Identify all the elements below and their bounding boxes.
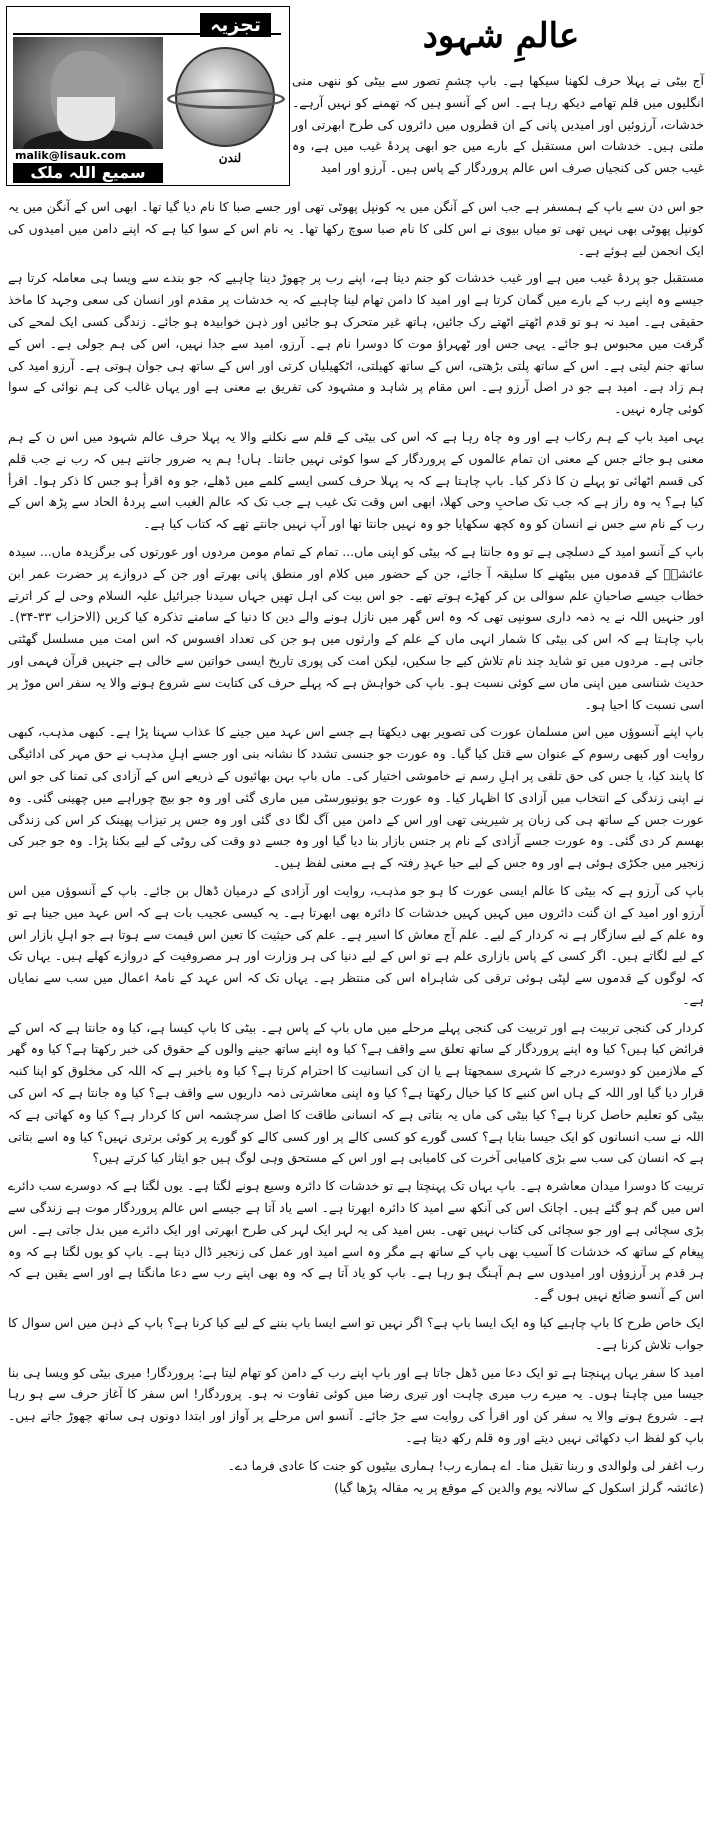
article-paragraph: کردار کی کنجی تربیت ہے اور تربیت کی کنجی پہلے مرحلے میں ماں باپ کے پاس ہے۔ بیٹی کا باپ کیسا ہے، کیا وہ جانتا ہے کہ اس کے فرائض کیا ہیں؟ کیا وہ اپنے پروردگار کے ساتھ تعلق سے واقف ہے؟ کیا وہ اپنے ساتھ جینے والوں کے حقوق کی خبر رکھتا ہے؟ کیا وہ گھر کے ملازمین کو دوسرے درجے کا شہری سمجھتا ہے یا ان کی انسانیت کا احترام کرتا ہے؟ کیا وہ باخبر ہے کہ اللہ کی مخلوق کو اپنا کنبہ قرار دیا گیا اور اللہ کے ہاں اس کنبے کا کیا خیال رکھتا ہے؟ کیا وہ اپنی معاشرتی ذمہ داریوں سے واقف ہے؟ کیا وہ جانتا ہے کہ اس کی بیٹی کو تعلیم حاصل کرنا ہے؟ کیا بیٹی کی ماں یہ بتاتی ہے کہ انسانی طاقت کا اصل سرچشمہ اس کا کردار ہے؟ کیا وہ کھاتی ہے کہ اللہ نے سب انسانوں کو ایک جیسا بنایا ہے؟ کسی گورے کو کسی کالے پر اور کسی کالے کو گورے پر کوئی برتری نہیں؟ کیا وہ اسے بتاتی ہے کہ انسان کی سب سے بڑی کامیابی آخرت کی کامیابی ہے اور اس کے مستحق وہی لوگ ہیں جو ایثار کیا کرتے ہیں؟ <box>8 1019 704 1166</box>
article-title: عالمِ شہود <box>422 16 580 56</box>
section-tag-bar <box>13 13 281 35</box>
article-body <box>8 196 704 1498</box>
author-portrait <box>13 37 163 149</box>
article-paragraph: باپ کی آرزو ہے کہ بیٹی کا عالم ایسی عورت کا ہو جو مذہب، روایت اور آزادی کے درمیان ڈھال بن جائے۔ باپ کے آنسوؤں میں اس آرزو اور امید کے ان گنت دائروں میں کہیں کہیں خدشات کا دائرہ بھی ابھرتا ہے۔ یہ کیسی عجیب بات ہے کہ اس عہد میں جینا ہے تو وہ علم کے لیے سازگار ہے نہ کردار کے لیے۔ علم آج معاش کا اسیر ہے۔ علم کی حیثیت کا تعین اس قیمت سے ہوتا ہے جو اہلِ بازار اس کے لیے لگاتے ہیں۔ اگر کسی کے پاس بازاری علم ہے تو اس کے لیے دنیا کی ہر وزارت اور ہر مصروفیت کے دروازے کھلے ہیں۔ یہاں تک کہ لوگوں کے قدموں سے لپٹی ہوئی ترقی کی شاہراہ اس کی منتظر ہے۔ یہاں تک کہ اس عہد کے نامۂ اعمال میں سب سے نمایاں ہے۔ <box>8 882 704 1007</box>
author-name: سمیع اللہ ملک <box>13 163 163 183</box>
article-paragraph: امید کا سفر یہاں پہنچتا ہے تو ایک دعا میں ڈھل جاتا ہے اور باپ اپنے رب کے دامن کو تھام لیتا ہے: پروردگار! میری بیٹی کو ویسا ہی بنا جیسا میں چاہتا ہوں۔ یہ میرے رب میری چاہت اور تیری رضا میں کوئی تفاوت نہ ہو۔ پروردگار! اس سفر کا آغاز حرف سے ہو رہا ہے۔ شروع ہونے والا یہ سفر کن اور اقرأ کی روایت سے جڑ جائے۔ آنسو اس مرحلے پر آواز اور ابتدا دونوں ہی ساتھ چھوڑ جاتے ہیں۔ باپ کو لفظ اب دکھائی نہیں دیتے اور وہ قلم رکھ دیتا ہے۔ <box>8 1364 704 1446</box>
article-paragraph: مستقبل جو پردۂ غیب میں ہے اور غیب خدشات کو جنم دیتا ہے، اپنے رب پر چھوڑ دینا چاہیے کہ جو بندے سے ویسا ہی معاملہ کرتا ہے جیسے وہ اپنے رب کے بارے میں گمان کرتا ہے اور امید کا دامن تھام لینا چاہیے کہ یہ خدشات پر مقدم اور انسان کی سعی وجہد کا ماخذ حقیقی ہے۔ امید نہ ہو تو قدم اٹھتے اٹھتے رک جائیں، ہاتھ غیر متحرک ہو جائیں اور ذہن خوابیدہ ہو جائے۔ زندگی کسی ایک لمحے کی گرفت میں محبوس ہو جائے۔ یہی جس اور ٹھہراؤ موت کا دوسرا نام ہے۔ آرزو، امید سے جدا نہیں، اس کی ہم جولی ہے۔ اس کے ساتھ جنم لیتی ہے۔ اس کے ساتھ پلتی بڑھتی، اس کے ساتھ کھیلتی، اٹکھیلیاں کرتی اور اس کے ساتھ ہی جوان ہوتی ہے۔ آرزو امید کی ہم زاد ہے۔ امید ہے جو در اصل آرزو ہے۔ اس مقام پر شاہد و مشہود کی تفریق بے معنی ہے اور یہاں غالب کی ہم نوائی کے سوا کوئی چارہ نہیں۔ <box>8 270 704 417</box>
globe-icon <box>175 47 275 147</box>
portrait-beard <box>57 97 115 141</box>
article-paragraph: باپ کے آنسو امید کے دسلچی ہے تو وہ جانتا ہے کہ بیٹی کو اپنی ماں... تمام کے تمام مومن مردوں اور عورتوں کی برگزیدہ ماں... سیدہ عائشہؓ کے قدموں میں بیٹھنے کا سلیقہ آ جائے، جن کے حضور میں کلام اور منطق پانی بھرتے اور جن کے دروازے پر حضرت عمر ابن خطاب جیسے صاحبانِ علم سوالی بن کر کھڑے ہوتے تھے۔ جو اس بیت کی اہل تھیں جہاں سیدنا جبرائیل علیہ السلام وحی لے کر اترتے اور جنہیں اللہ نے یہ ذمہ داری سونپی تھی کہ وہ اس گھر میں نازل ہونے والے دین کا دنیا کے سامنے تذکرہ کیا کریں (الاحزاب ۳۳-۳۴)۔ باپ چاہتا ہے کہ اس کی بیٹی کا شمار انہی ماں کے علم کے وارثوں میں ہو جن کی تعداد افسوس کہ اس امت میں مسلسل گھٹتی جاتی ہے۔ مردوں میں تو شاید چند نام تلاش کیے جا سکیں، لیکن امت کی پوری تاریخ ایسی خواتین سے خالی ہے جنہیں قرآن فہمی اور حدیث شناسی میں اپنی ماں سے کوئی نسبت ہو۔ باپ کی خواہش ہے کہ پہلے حرف کی کتابت سے شروع ہونے والا یہ سفر اس موڑ پر اسی نسبت کا احیا ہو۔ <box>8 543 704 712</box>
article-paragraph: تربیت کا دوسرا میدان معاشرہ ہے۔ باپ یہاں تک پہنچتا ہے تو خدشات کا دائرہ وسیع ہونے لگتا ہے۔ یوں لگتا ہے کہ دوسرے سب دائرے اس میں گم ہو گئے ہیں۔ اچانک اس کی آنکھ سے امید کا دائرہ ابھرتا ہے۔ اسے یاد آتا ہے جیسے اس عالم پروردگار موت ہے زندگی سے بڑی سچائی ہے اور جو سچائی کی کتاب نہیں تھی۔ بس امید کی یہ لہر ایک لہر کی طرح ابھرتی اور ایک دائرے میں بدل جاتی ہے۔ اس پیغام کے ساتھ کہ خدشات کا آسیب بھی باپ کے ساتھ ہے مگر وہ اسے امید اور عمل کی زنجیر ڈال دیتا ہے۔ باپ کو یوں لگتا ہے کہ وہ ہر قدم پر آرزوؤں اور امیدوں سے ہم آہنگ ہو رہا ہے۔ باپ کو یاد آتا ہے کہ وہ بھی اپنے رب سے دعا مانگتا ہے اور اسے یقین ہے کہ اس کے آنسو ضائع نہیں ہوں گے۔ <box>8 1178 704 1303</box>
closing-prayer: رب اغفر لی ولوالدی و ربنا تقبل منا۔ اے ہمارے رب! ہماری بیٹیوں کو جنت کا عادی فرما دے۔ <box>227 1457 704 1473</box>
globe-ring <box>167 89 285 109</box>
article-paragraph: جو اس دن سے باپ کے ہمسفر ہے جب اس کے آنگن میں یہ کونپل پھوٹی تھی اور جسے صبا کا نام دیا گیا تھا۔ ابھی اس کے آنگن میں یہ کونپل پھوٹی بھی نہیں تھی تو میاں بیوی نے اس کلی کا نام صبا سوچ رکھا تھا۔ یہ نام اس کے سوا کیا ہے کہ اپنے دامن میں امیدوں کی ایک انجمن لیے ہوئے ہے۔ <box>8 199 704 258</box>
author-email: malik@lisauk.com <box>13 149 165 163</box>
article-paragraph: ایک خاص طرح کا باپ چاہیے کیا وہ ایک ایسا باپ ہے؟ اگر نہیں تو اسے ایسا باپ بننے کے لیے کیا کرنا ہے؟ باپ کے ذہن میں اس سوال کا جواب تلاش کرنا ہے۔ <box>8 1315 704 1352</box>
article-intro-column <box>292 70 704 185</box>
globe-mark: لندن <box>218 151 242 165</box>
article-paragraph: یہی امید باپ کے ہم رکاب ہے اور وہ چاہ رہا ہے کہ اس کی بیٹی کے قلم سے نکلنے والا یہ پہلا حرف عالم شہود میں اس ن کے ہم معنی ہو جائے جس کے معنی ان تمام عالموں کے پروردگار کے سوا کوئی نہیں جانتا۔ ہاں! ہم یہ ضرور جانتے ہیں کہ رب نے جب قلم کی قسم اٹھائی تو پہلے ن کا ذکر کیا۔ باپ چاہتا ہے کہ یہ پہلا حرف کسی ایسے کلمے میں ڈھلے، جو وہ اقرأ ہو جس کا ذکر ہوا۔ اقرأ کیا ہے؟ یہ وہ راز ہے کہ جب تک صاحبِ وحی کھلا، ابھی اس وقت تک غیب ہے جب تک کہ عالم الغیب اسے پردۂ الحاد سے پڑھ اس کے رب کے نام سے جس نے انسان کو وہ کچھ سکھایا جو وہ نہیں جانتا تھا اور آپ نہیں جانتے تھے کہ کتاب کیا ہے۔ <box>8 428 704 532</box>
article-footnote: (عائشہ گرلز اسکول کے سالانہ یوم والدین کے موقع پر یہ مقالہ پڑھا گیا) <box>334 1479 704 1495</box>
section-tag: تجزیہ <box>200 13 271 37</box>
article-paragraph: باپ اپنے آنسوؤں میں اس مسلمان عورت کی تصویر بھی دیکھتا ہے جسے اس عہد میں جینے کا عذاب سہنا پڑا ہے۔ کبھی مذہب، کبھی روایت اور کبھی رسوم کے عنوان سے قتل کیا گیا۔ وہ عورت جو جنسی تشدد کا نشانہ بنی اور جسے اہلِ مذہب نے حق مہر کی ادائیگی کا پابند کیا، یا جس کی حق تلفی پر اہلِ رسم نے خاموشی اختیار کی۔ ماں باپ بہن بھائیوں کے ذریعے اس کے آزادی کی تمنا کی جو اس نے اپنی زندگی کے انتخاب میں آزادی کا اظہار کیا۔ وہ عورت جو یونیورسٹی میں ماری گئی اور وہ جو بیچ چوراہے میں چھینی گئی۔ وہ عورت جس کے ساتھ ہی کی زبان پر شیرینی تھی اور اس کے دامن میں آگ لگا دی گئی اور وہ جس پر تیزاب پھینک کر اس کی زندگی بھسم کر دی گئی۔ وہ عورت جسے آزادی کے نام پر جنس بازار بنا دیا گیا اور وہ جسے دو وقت کی روٹی کے لیے بکنا پڑا۔ وہ جو جبر کی زنجیر میں جکڑی ہوئی ہے اور وہ جس کے لیے حیا عہدِ رفتہ کے ہے معنی لفظ ہیں۔ <box>8 724 704 871</box>
byline-box <box>6 6 290 186</box>
article-intro: آج بیٹی نے پہلا حرف لکھنا سیکھا ہے۔ باپ چشمِ تصور سے بیٹی کو ننھی منی انگلیوں میں قلم تھامے دیکھ رہا ہے۔ اس کے آنسو ہیں کہ تھمنے کو نہیں آرہے۔ خدشات، آرزوئیں اور امیدیں پانی کے ان قطروں میں دائروں کی طرح ابھرتی اور ملتی ہیں۔ خدشات اس مستقبل کے بارے میں جو ابھی پردۂ غیب میں ہے، وہ غیب جس کی کنجیاں صرف اس عالم پروردگار کے پاس ہیں۔ آرزو اور امید <box>292 73 704 176</box>
